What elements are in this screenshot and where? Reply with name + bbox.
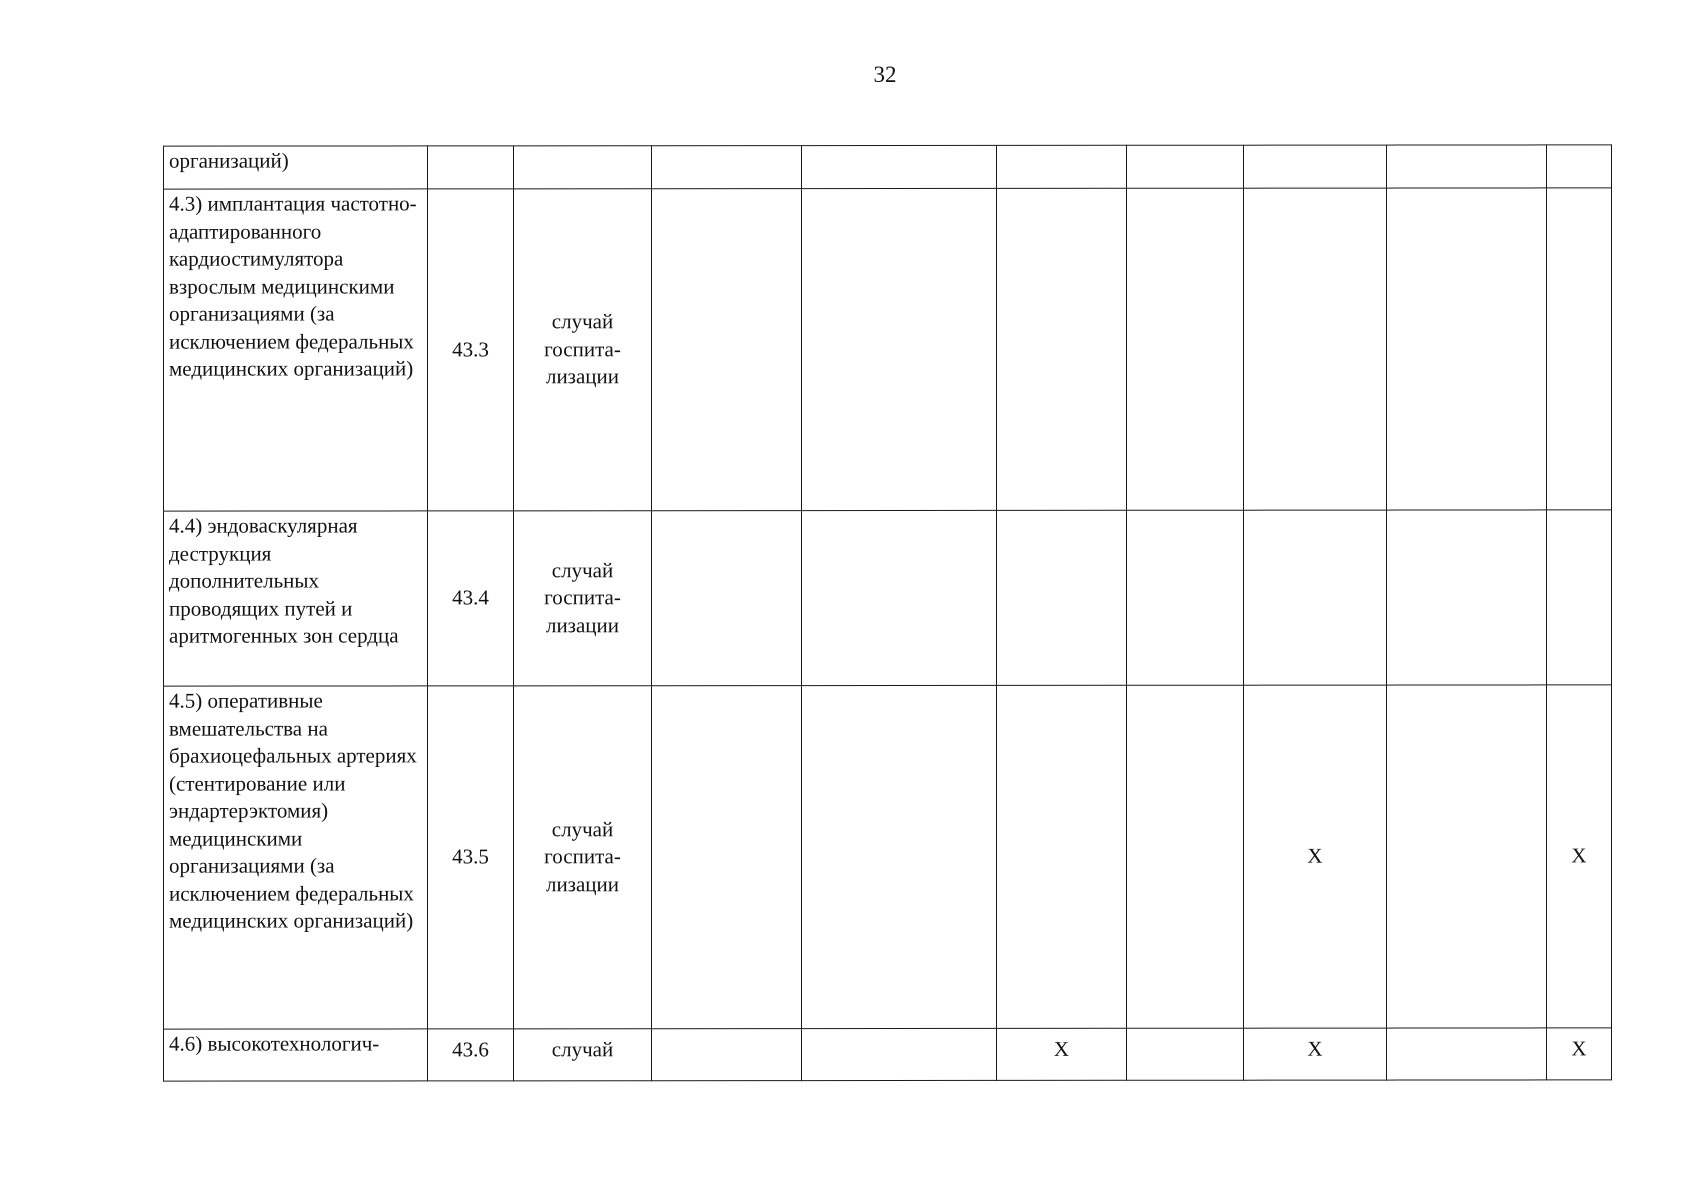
value-cell (1387, 510, 1547, 685)
value-cell: X (1547, 685, 1612, 1028)
value-cell (1387, 188, 1547, 510)
row-unit-cell (514, 146, 652, 189)
value-cell: X (1547, 1028, 1612, 1080)
unit-line: лизации (545, 364, 620, 389)
unit-line: госпита- (544, 844, 621, 869)
row-code-cell: 43.3 (428, 189, 514, 511)
value-cell (802, 685, 997, 1028)
value-cell (997, 145, 1127, 188)
table-row (164, 510, 1612, 686)
value-cell (997, 188, 1127, 510)
value-cell (652, 1029, 802, 1081)
value-cell (1127, 510, 1244, 685)
value-cell: X (1244, 685, 1387, 1028)
value-cell (1244, 145, 1387, 188)
row-unit-cell (514, 1029, 652, 1081)
value-cell (1127, 188, 1244, 510)
table-row (164, 1028, 1612, 1081)
value-cell (1387, 145, 1547, 188)
value-cell (652, 146, 802, 189)
value-cell: X (997, 1028, 1127, 1080)
table-row (164, 188, 1612, 511)
row-name-cell: 4.3) имплантация частотно-адаптированного кардиостимулятора взрослым медицинскими организациями (за исключением федеральных медицинских организаций) (164, 189, 428, 511)
value-cell (1127, 145, 1244, 188)
row-code-cell: 43.6 (428, 1029, 514, 1081)
value-cell (1127, 685, 1244, 1028)
value-cell (1547, 145, 1612, 188)
value-cell (1244, 188, 1387, 510)
row-code-cell: 43.5 (428, 686, 514, 1029)
value-cell (652, 686, 802, 1029)
row-unit-cell (514, 511, 652, 686)
value-cell (802, 1028, 997, 1080)
row-unit-cell (514, 189, 652, 511)
unit-line: случай (551, 816, 614, 842)
row-name-cell: 4.4) эндоваскулярная деструкция дополнительных проводящих путей и аритмогенных зон сердца (164, 511, 428, 686)
unit-line: госпита- (544, 336, 621, 362)
value-cell (1387, 1028, 1547, 1080)
row-name-cell: 4.5) оперативные вмешательства на брахиоцефальных артериях (стентирование или эндартерэктомия) медицинскими организациями (за исключением федеральных медицинских организаций) (164, 686, 428, 1029)
page-number: 32 (873, 62, 897, 87)
table-row (164, 145, 1612, 189)
value-cell (802, 510, 997, 685)
row-code-cell (428, 146, 514, 189)
value-cell (652, 189, 802, 511)
value-cell (1127, 1028, 1244, 1080)
unit-line: госпита- (544, 585, 621, 610)
value-cell (652, 511, 802, 686)
value-cell (802, 145, 997, 188)
value-cell (802, 188, 997, 510)
value-cell (997, 685, 1127, 1028)
unit-line: лизации (545, 871, 620, 897)
value-cell: X (1244, 1028, 1387, 1080)
value-cell (1387, 685, 1547, 1028)
value-cell (1547, 188, 1612, 510)
unit-line: лизации (545, 612, 620, 638)
value-cell (997, 510, 1127, 685)
unit-line: случай (551, 557, 614, 583)
data-table (163, 144, 1612, 1081)
value-cell (1244, 510, 1387, 685)
unit-line: случай (551, 309, 614, 334)
row-unit-cell (514, 686, 652, 1029)
value-cell (1547, 510, 1612, 685)
row-name-cell: 4.6) высокотехнологич- (164, 1029, 428, 1081)
unit-line: случай (551, 1037, 614, 1062)
table-row (164, 685, 1612, 1029)
row-name-cell: организаций) (164, 146, 428, 189)
row-code-cell: 43.4 (428, 511, 514, 686)
